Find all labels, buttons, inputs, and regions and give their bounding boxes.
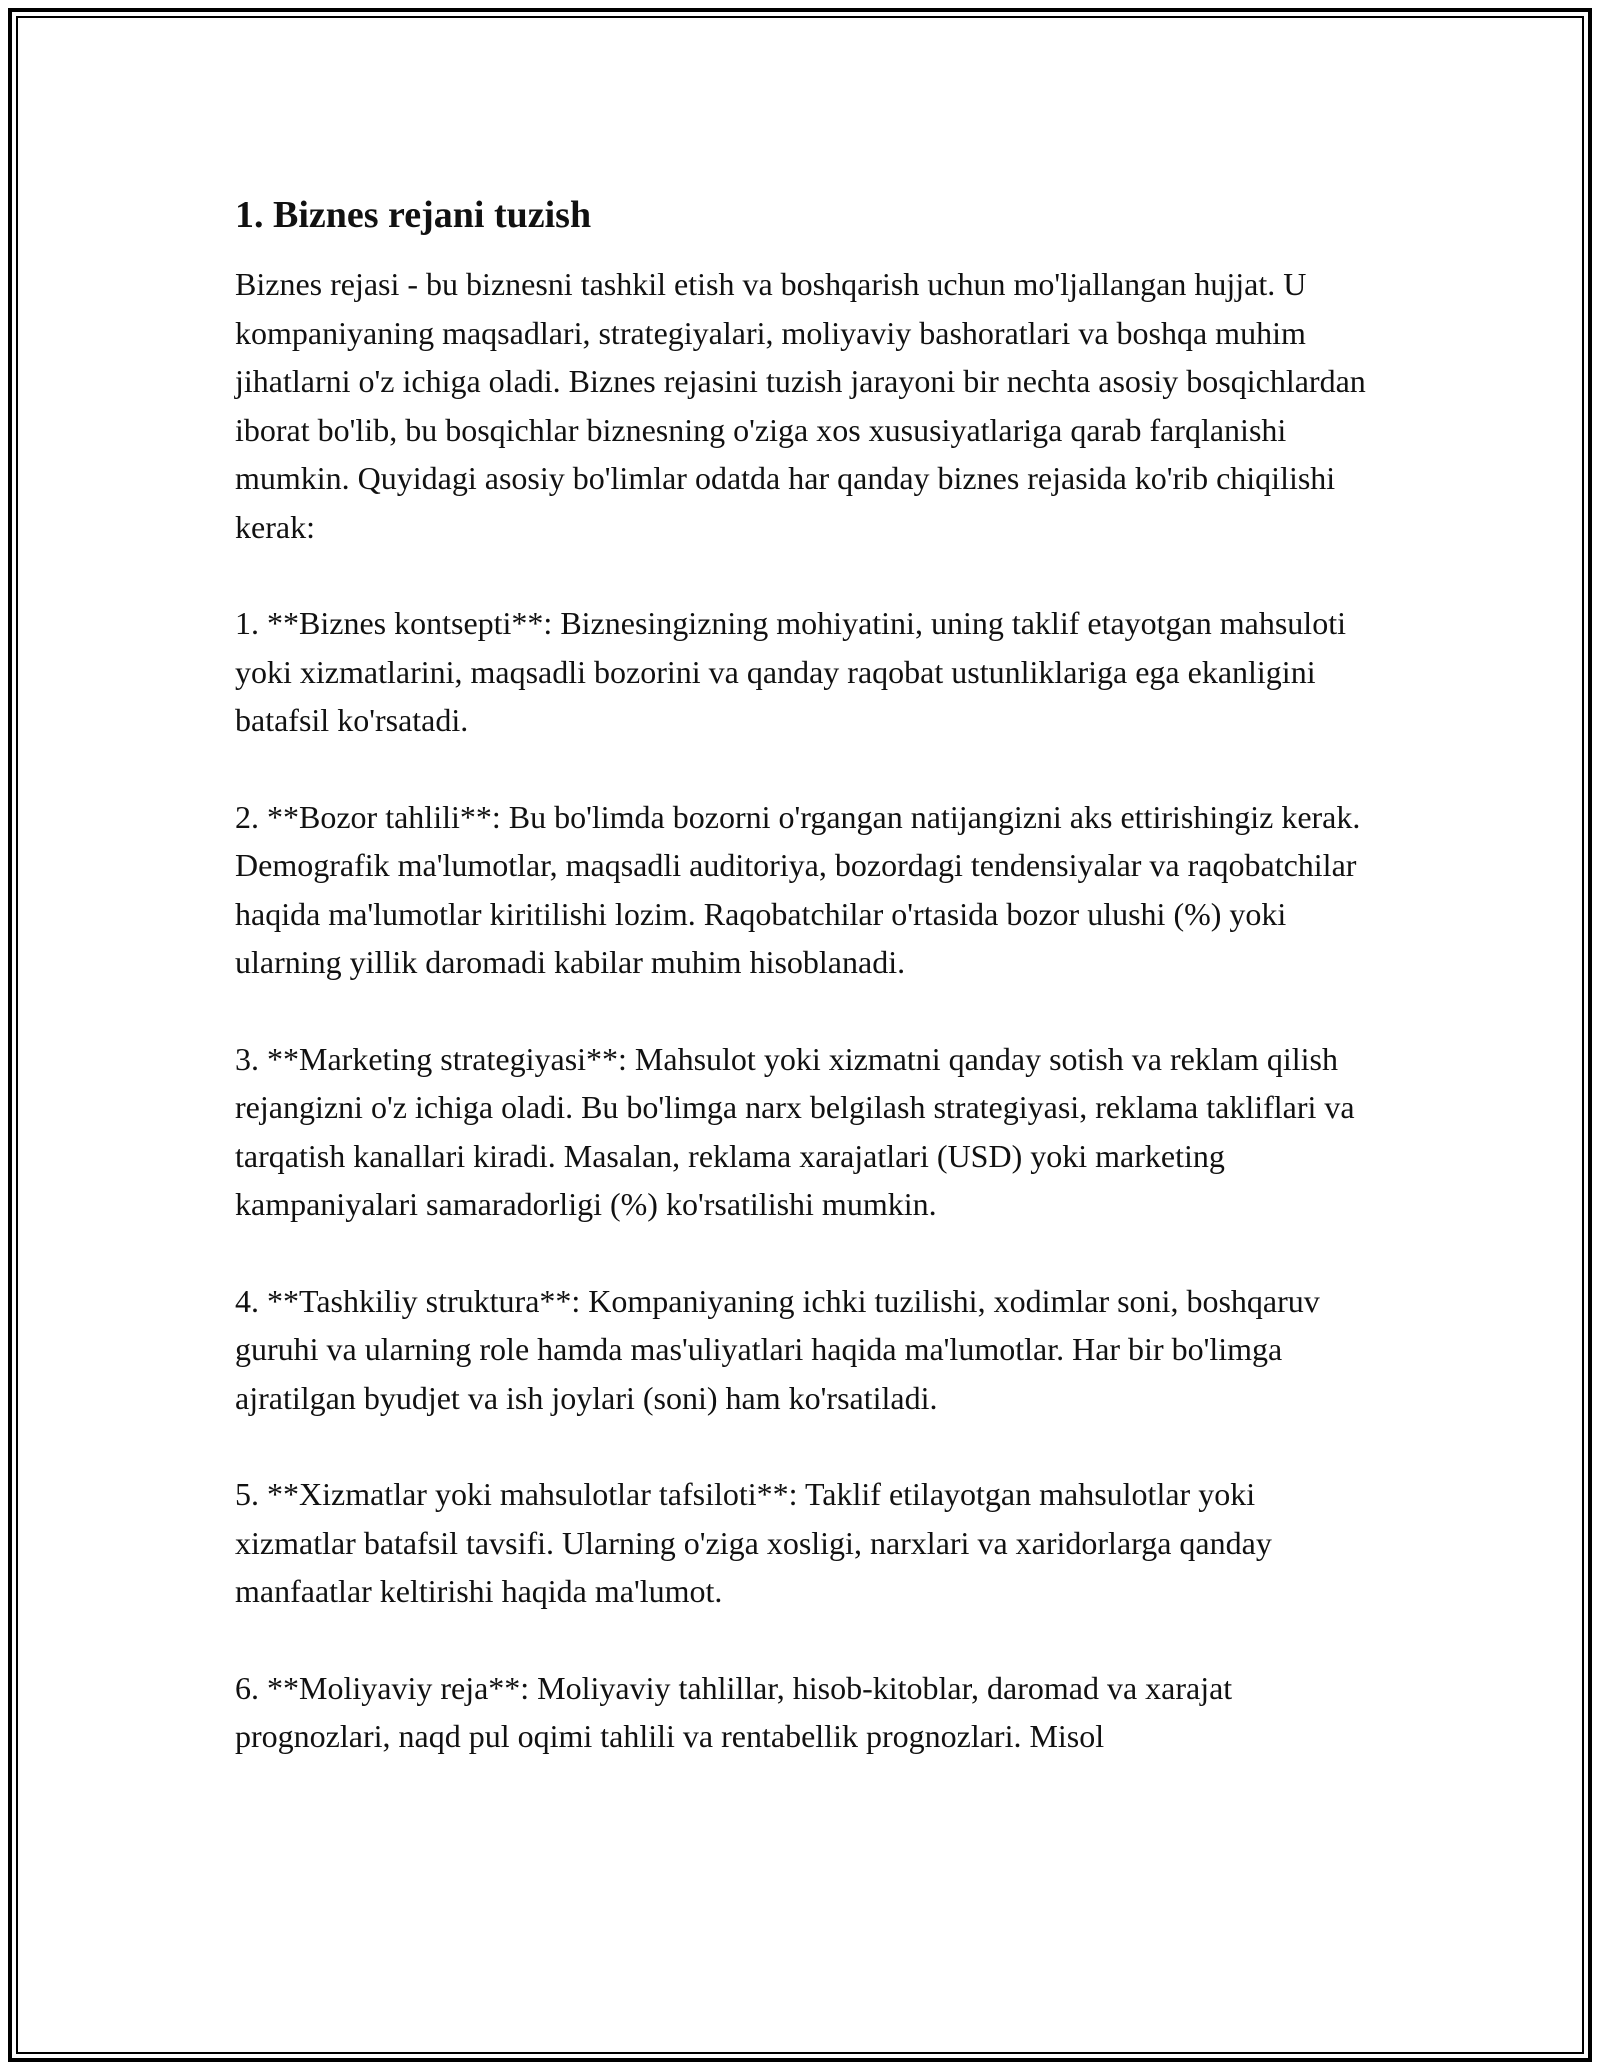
list-item-organizational-structure: 4. **Tashkiliy struktura**: Kompaniyaning ichki tuzilishi, xodimlar soni, boshqaruv guruhi va ularning role hamda mas'uliyatlari haqida ma'lumotlar. Har bir bo'limga ajratilgan byudjet va ish joylari (soni) ham ko'rsatiladi.: [235, 1282, 1320, 1416]
list-item-products-services: 5. **Xizmatlar yoki mahsulotlar tafsiloti**: Taklif etilayotgan mahsulotlar yoki xizmatlar batafsil tavsifi. Ularning o'ziga xosligi, narxlari va xaridorlarga qanday manfaatlar keltirishi haqida ma'lumot.: [235, 1476, 1272, 1609]
list-item-business-concept: 1. **Biznes kontsepti**: Biznesingizning mohiyatini, uning taklif etayotgan mahsuloti yoki xizmatlarini, maqsadli bozorini va qanday raqobat ustunliklariga ega ekanligini batafsil ko'rsatadi.: [235, 605, 1346, 738]
intro-paragraph: Biznes rejasi - bu biznesni tashkil etish va boshqarish uchun mo'ljallangan hujjat. U kompaniyaning maqsadlari, strategiyalari, moliyaviy bashoratlari va boshqa muhim jihatlarni o'z ichiga oladi. Biznes rejasini tuzish jarayoni bir nechta asosiy bosqichlardan iborat bo'lib, bu bosqichlar biznesning o'ziga xos xususiyatlariga qarab farqlanishi mumkin. Quyidagi asosiy bo'limlar odatda har qanday biznes rejasida ko'rib chiqilishi kerak:: [235, 266, 1366, 545]
list-item-market-analysis: 2. **Bozor tahlili**: Bu bo'limda bozorni o'rgangan natijangizni aks ettirishingiz kerak. Demografik ma'lumotlar, maqsadli auditoriya, bozordagi tendensiyalar va raqobatchilar haqida ma'lumotlar kiritilishi lozim. Raqobatchilar o'rtasida bozor ulushi (%) yoki ularning yillik daromadi kabilar muhim hisoblanadi.: [235, 798, 1361, 980]
document-body: [235, 190, 1375, 1809]
list-item-financial-plan: 6. **Moliyaviy reja**: Moliyaviy tahlillar, hisob-kitoblar, daromad va xarajat prognozlari, naqd pul oqimi tahlili va rentabellik prognozlari. Misol: [235, 1669, 1233, 1754]
section-heading: 1. Biznes rejani tuzish: [235, 194, 592, 236]
list-item-marketing-strategy: 3. **Marketing strategiyasi**: Mahsulot yoki xizmatni qanday sotish va reklam qilish rejangizni o'z ichiga oladi. Bu bo'limga narx belgilash strategiyasi, reklama takliflari va tarqatish kanallari kiradi. Masalan, reklama xarajatlari (USD) yoki marketing kampaniyalari samaradorligi (%) ko'rsatilishi mumkin.: [235, 1040, 1355, 1222]
